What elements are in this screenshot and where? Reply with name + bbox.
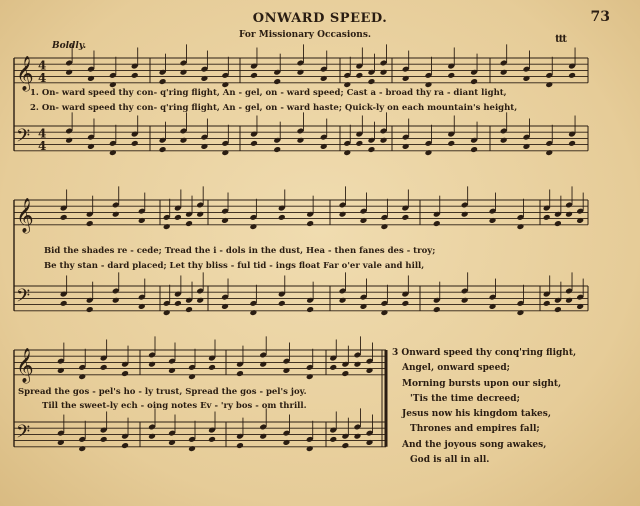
note-head [78, 373, 86, 380]
note-head [148, 433, 156, 440]
note-head [402, 75, 410, 82]
note-head [401, 300, 409, 307]
note-head [306, 220, 314, 227]
note-head [366, 367, 374, 374]
note-head [380, 223, 388, 230]
note-head [188, 373, 196, 380]
system3-lyric-verse2: Till the sweet-ly ech - oing notes Ev - 'ry bos - om thrill. [42, 401, 307, 411]
note-head [470, 78, 478, 85]
meter-mark: ttt [555, 34, 566, 45]
note-head [174, 300, 182, 307]
note-head [489, 303, 497, 310]
note-head [159, 146, 167, 153]
note-head [489, 217, 497, 224]
note-head [112, 211, 120, 218]
note-head [306, 306, 314, 313]
note-head [366, 439, 374, 446]
note-head [180, 69, 188, 76]
note-head [341, 370, 349, 377]
note-head [60, 300, 68, 307]
note-head [360, 303, 368, 310]
note-head [447, 72, 455, 79]
note-head [221, 217, 229, 224]
verse-3-line: God is all in all. [410, 455, 490, 466]
note-head [554, 220, 562, 227]
note-head [543, 300, 551, 307]
note-head [355, 72, 363, 79]
note-head [368, 146, 376, 153]
note-head [523, 143, 531, 150]
note-head [188, 445, 196, 452]
note-head [545, 81, 553, 88]
note-head [65, 69, 73, 76]
bass-clef: 𝄢 [16, 421, 31, 447]
note-head [57, 439, 65, 446]
note-head [320, 143, 328, 150]
note-head [545, 149, 553, 156]
note-head [568, 140, 576, 147]
note-head [138, 217, 146, 224]
note-head [354, 361, 362, 368]
note-head [87, 143, 95, 150]
note-head [517, 223, 525, 230]
note-head [131, 140, 139, 147]
note-head [250, 72, 258, 79]
system3-lyric-verse1: Spread the gos - pel's ho - ly trust, Spread the gos - pel's joy. [18, 387, 307, 397]
note-head [168, 439, 176, 446]
system1-lyric-verse2: 2. On- ward speed thy con- q'ring flight, An - gel, on - ward haste; Quick-ly on each mountain's height, [30, 103, 518, 113]
time-signature-digit: 4 [38, 58, 47, 73]
note-head [100, 364, 108, 371]
note-head [185, 220, 193, 227]
note-head [543, 214, 551, 221]
note-head [425, 149, 433, 156]
verse-3-line: And the joyous song awakes, [402, 439, 547, 450]
note-head [221, 303, 229, 310]
note-head [174, 214, 182, 221]
note-head [329, 436, 337, 443]
note-head [339, 211, 347, 218]
note-head [339, 297, 347, 304]
note-head [278, 214, 286, 221]
note-head [250, 140, 258, 147]
note-head [86, 306, 94, 313]
note-head [360, 217, 368, 224]
note-head [168, 367, 176, 374]
note-head [109, 149, 117, 156]
note-head [554, 306, 562, 313]
verse-3 [392, 346, 576, 468]
note-head [208, 364, 216, 371]
verse-3-line: 3 Onward speed thy conq'ring flight, [392, 348, 577, 358]
verse-3-line: Angel, onward speed; [402, 363, 510, 374]
note-head [283, 439, 291, 446]
note-head [461, 211, 469, 218]
note-head [297, 137, 305, 144]
treble-clef: 𝄞 [16, 55, 34, 91]
note-head [196, 297, 204, 304]
note-head [523, 75, 531, 82]
note-head [200, 75, 208, 82]
time-signature-digit: 4 [38, 70, 47, 85]
note-head [380, 309, 388, 316]
note-head [87, 75, 95, 82]
note-head [159, 78, 167, 85]
note-head [576, 303, 584, 310]
note-head [196, 211, 204, 218]
note-head [576, 217, 584, 224]
verse-3-line: 'Tis the time decreed; [410, 393, 520, 404]
note-head [208, 436, 216, 443]
note-head [221, 149, 229, 156]
note-head [121, 370, 129, 377]
note-head [236, 442, 244, 449]
note-head [60, 214, 68, 221]
note-head [500, 69, 508, 76]
note-head [341, 442, 349, 449]
note-head [306, 445, 314, 452]
note-head [368, 78, 376, 85]
note-head [180, 137, 188, 144]
hymn-title: ONWARD SPEED. [252, 11, 388, 26]
note-head [500, 137, 508, 144]
note-head [380, 69, 388, 76]
note-head [121, 442, 129, 449]
note-head [568, 72, 576, 79]
treble-clef: 𝄞 [16, 197, 34, 233]
verse-3-line: Thrones and empires fall; [410, 424, 540, 435]
note-head [273, 78, 281, 85]
note-head [283, 367, 291, 374]
note-head [447, 140, 455, 147]
note-head [565, 211, 573, 218]
note-head [65, 137, 73, 144]
tempo-marking: Boldly. [52, 41, 87, 51]
note-head [138, 303, 146, 310]
note-head [112, 297, 120, 304]
note-head [185, 306, 193, 313]
note-head [273, 146, 281, 153]
note-head [354, 433, 362, 440]
note-head [401, 214, 409, 221]
time-signature-digit: 4 [38, 126, 47, 141]
note-head [236, 370, 244, 377]
treble-clef: 𝄞 [16, 347, 34, 383]
note-head [320, 75, 328, 82]
note-head [259, 361, 267, 368]
note-head [131, 72, 139, 79]
note-head [249, 309, 257, 316]
note-head [402, 143, 410, 150]
note-head [517, 309, 525, 316]
note-head [297, 69, 305, 76]
note-head [355, 140, 363, 147]
note-head [329, 364, 337, 371]
bass-clef: 𝄢 [16, 285, 31, 311]
system1-lyric-verse1: 1. On- ward speed thy con- q'ring flight, An - gel, on - ward speed; Cast a - broad thy ra - diant light, [30, 88, 507, 98]
system2-lyric-verse2: Be thy stan - dard placed; Let thy bliss - ful tid - ings float Far o'er vale and hill, [44, 261, 425, 271]
note-head [278, 300, 286, 307]
note-head [86, 220, 94, 227]
note-head [163, 223, 171, 230]
system2-lyric-verse1: Bid the shades re - cede; Tread the i - dols in the dust, Hea - then fanes des - troy; [44, 246, 436, 256]
note-head [433, 220, 441, 227]
bass-clef: 𝄢 [16, 125, 31, 151]
note-head [249, 223, 257, 230]
note-head [306, 373, 314, 380]
note-head [470, 146, 478, 153]
note-head [78, 445, 86, 452]
note-head [461, 297, 469, 304]
hymn-subtitle: For Missionary Occasions. [238, 30, 372, 40]
time-signature-digit: 4 [38, 138, 47, 153]
note-head [57, 367, 65, 374]
verse-3-line: Morning bursts upon our sight, [402, 378, 562, 389]
note-head [433, 306, 441, 313]
verse-3-line: Jesus now his kingdom takes, [402, 409, 551, 420]
note-head [100, 436, 108, 443]
note-head [148, 361, 156, 368]
note-head [259, 433, 267, 440]
note-head [200, 143, 208, 150]
note-head [163, 309, 171, 316]
note-head [565, 297, 573, 304]
note-head [343, 149, 351, 156]
note-head [380, 137, 388, 144]
page-number: 73 [590, 9, 610, 25]
